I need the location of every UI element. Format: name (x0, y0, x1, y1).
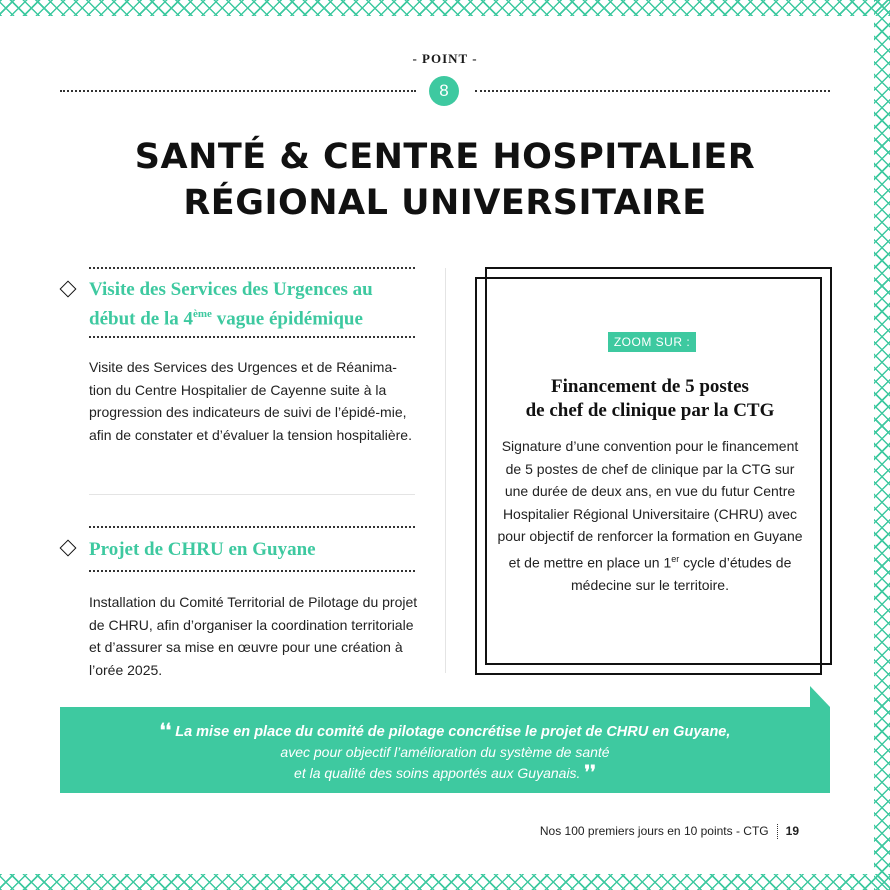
footer-divider (777, 824, 778, 839)
decorative-border-top (0, 0, 890, 16)
quote-text: ❛❛ La mise en place du comité de pilotage concrétise le projet de CHRU en Guyane, avec pour objectif l’amélioration du système de santé et la qualité des soins apportés aux Guyanais. ❜❜ (159, 720, 731, 782)
point-number-badge: 8 (429, 76, 459, 106)
header-divider-left (60, 90, 416, 92)
footer (540, 824, 799, 839)
diamond-bullet-icon (60, 540, 77, 557)
quote-box-notch (810, 686, 830, 707)
open-quote-icon: ❛❛ (159, 720, 172, 740)
header-divider-right (475, 90, 830, 92)
diamond-bullet-icon (60, 281, 77, 298)
zoom-badge: ZOOM SUR : (608, 332, 696, 352)
page-title (0, 134, 890, 226)
section-separator (89, 494, 415, 495)
page-number: 19 (785, 824, 799, 838)
column-separator (445, 268, 446, 673)
zoom-body: Signature d’une convention pour le financement de 5 postes de chef de clinique par la CTG sur une durée de deux ans, en vue du futur Centre Hospitalier Régional Universitaire (CHRU) avec pour objectif de renforcer la formation en Guyane et de mettre en place un 1er cycle d’études de médecine sur le territoire. (497, 438, 803, 593)
page-title-line2: RÉGIONAL UNIVERSITAIRE (183, 183, 707, 223)
section1-top-divider (89, 267, 415, 269)
footer-text: Nos 100 premiers jours en 10 points - CTG (539, 824, 769, 838)
point-label: - POINT - (412, 51, 478, 66)
section1-title: Visite des Services des Urgences au début de la 4ème vague épidémique (89, 279, 373, 330)
zoom-title: Financement de 5 postes de chef de clinique par la CTG (525, 376, 775, 421)
decorative-border-bottom (0, 874, 890, 890)
section2-top-divider (89, 526, 415, 528)
page-title-line1: SANTÉ & CENTRE HOSPITALIER (134, 137, 756, 177)
section1-body: Visite des Services des Urgences et de Réanima-tion du Centre Hospitalier de Cayenne suite à la progression des indicateurs de suivi de l’épidé-mie, afin de constater et d’évaluer la tension hospitalière. (89, 359, 412, 443)
section2-title: Projet de CHRU en Guyane (89, 539, 316, 560)
close-quote-icon: ❜❜ (584, 762, 596, 782)
section2-bottom-divider (89, 570, 415, 572)
section2-body: Installation du Comité Territorial de Pilotage du projet de CHRU, afin d’organiser la coordination territoriale et d’assurer sa mise en œuvre pour une création à l’orée 2025. (89, 594, 418, 678)
section1-bottom-divider (89, 336, 415, 338)
